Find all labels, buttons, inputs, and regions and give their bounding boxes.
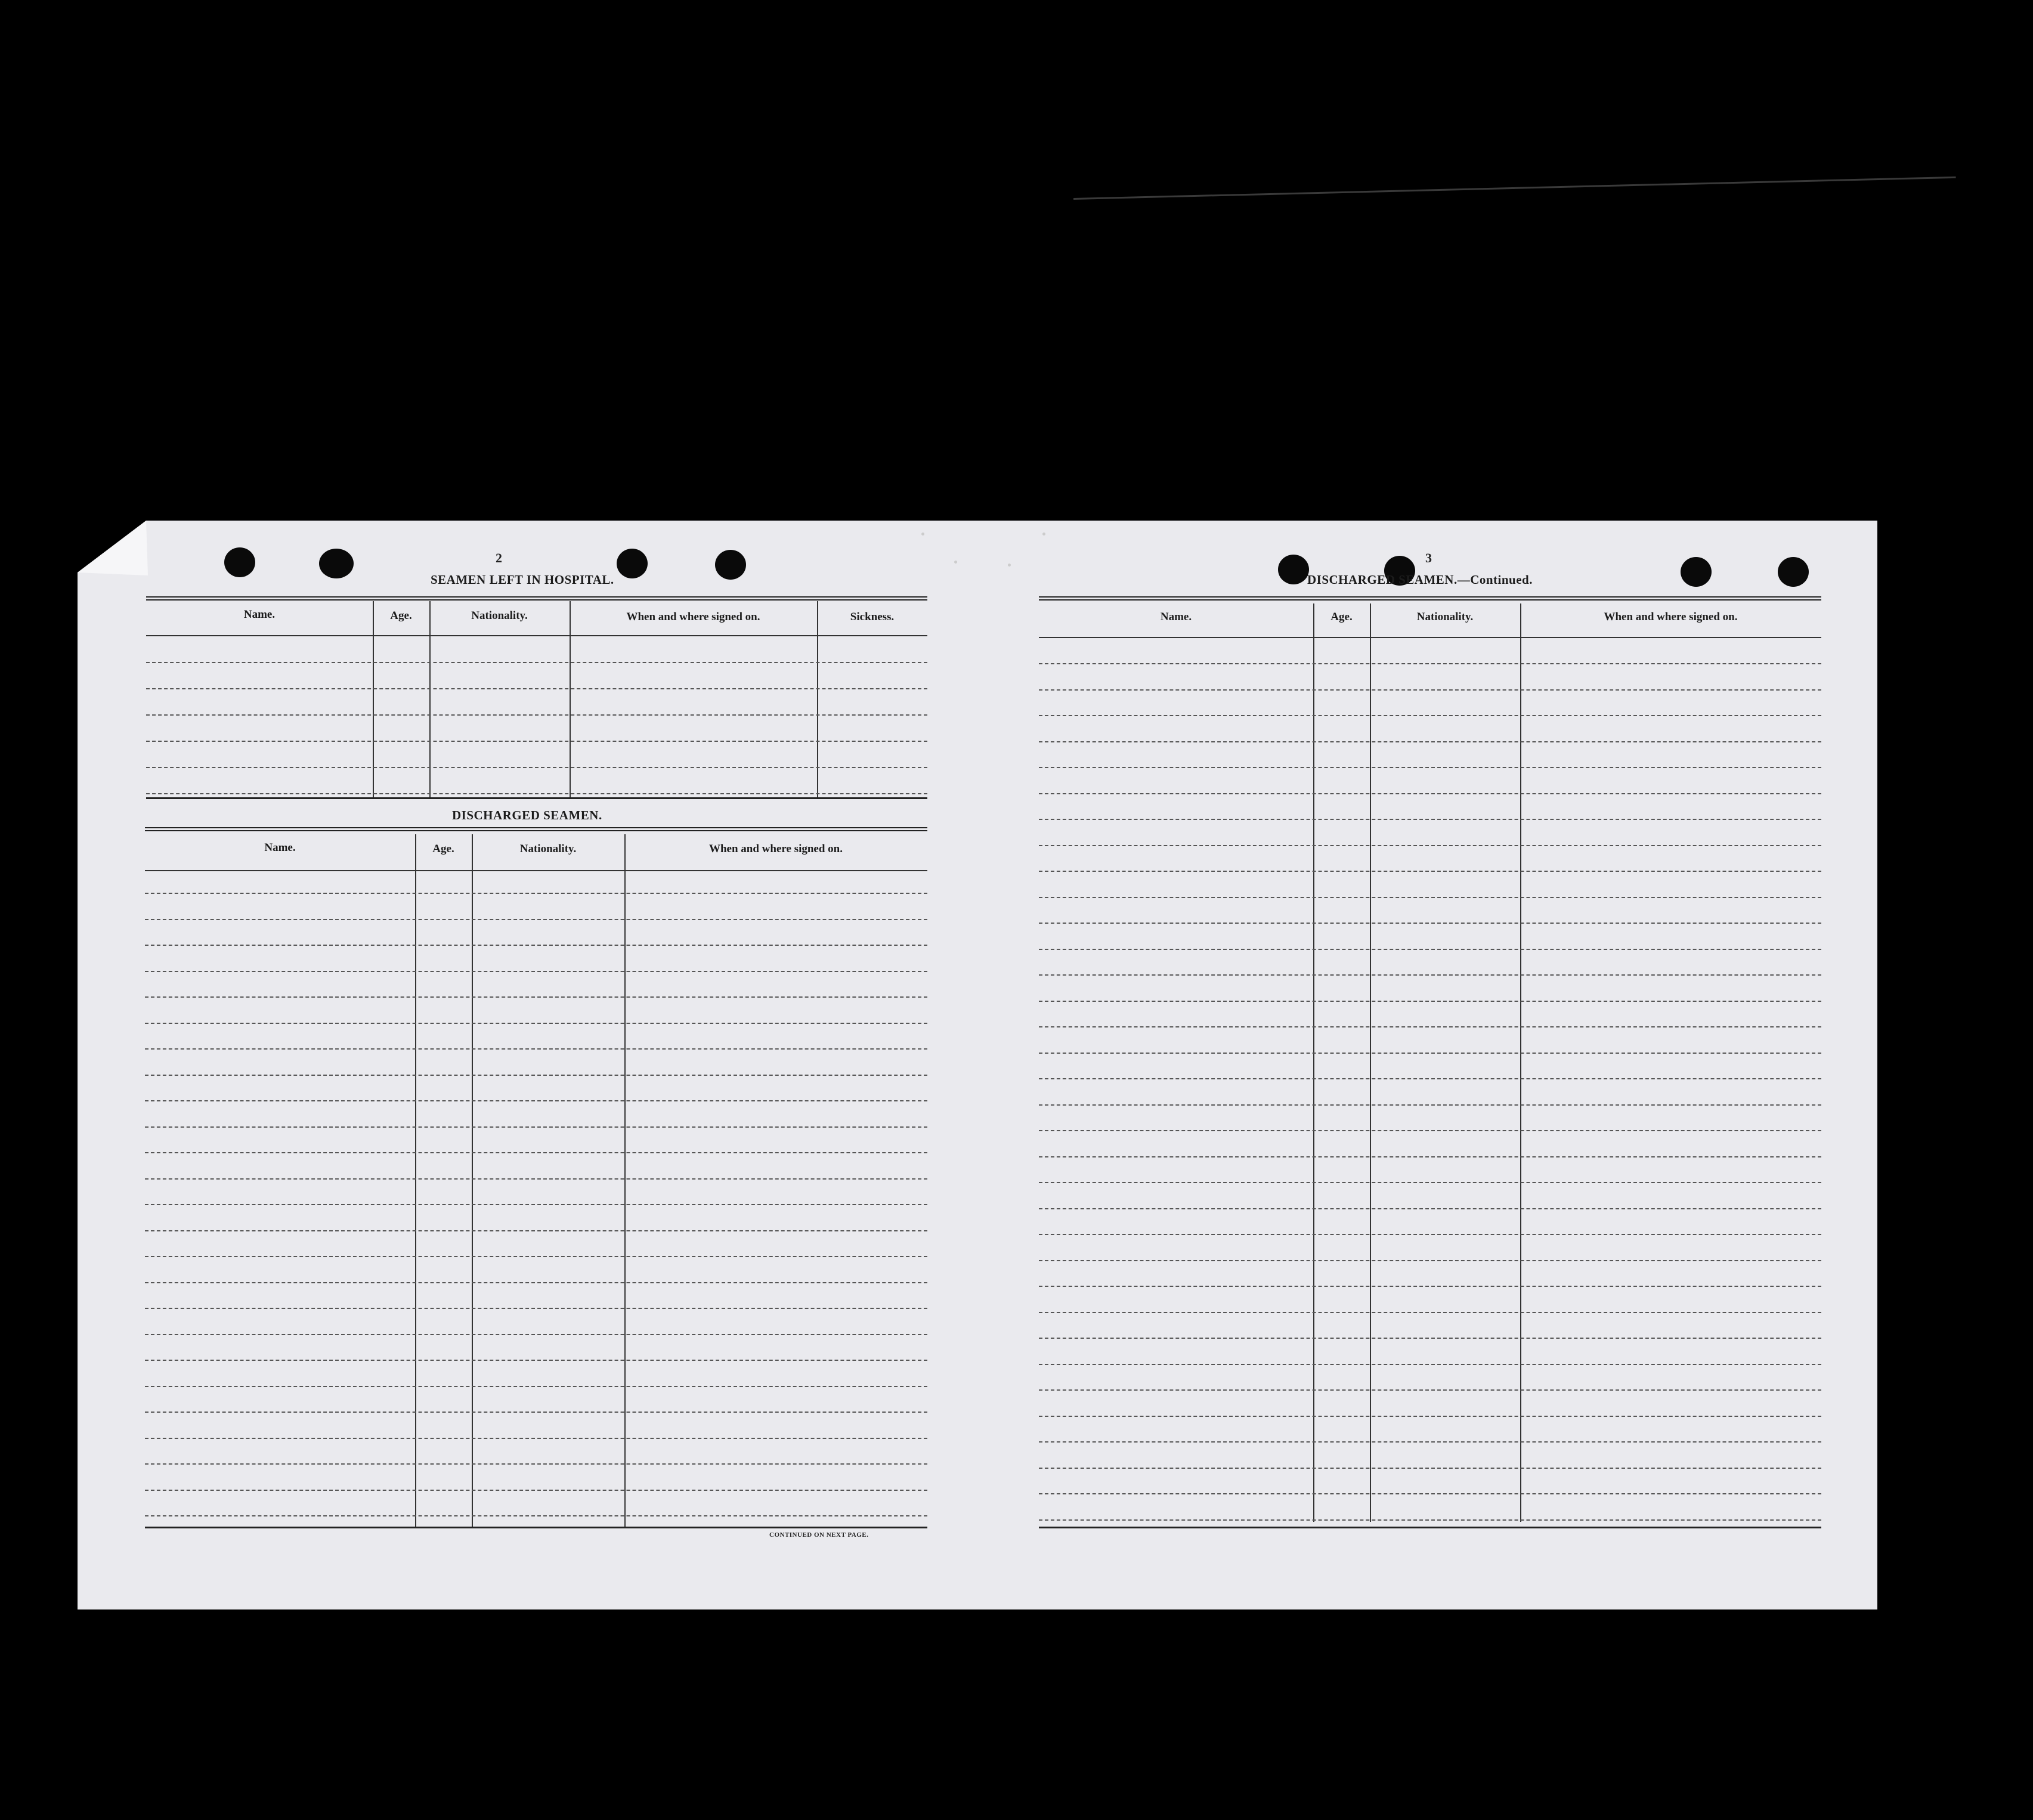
table-row <box>1039 845 1821 846</box>
table-row <box>1039 1312 1821 1313</box>
column-divider <box>624 834 626 1528</box>
column-divider <box>570 601 571 798</box>
table-row <box>1039 819 1821 820</box>
punch-hole <box>1278 555 1309 584</box>
header-top-rule <box>145 827 927 831</box>
header-bottom-rule <box>145 870 927 871</box>
table-row <box>1039 871 1821 872</box>
table-row <box>145 945 927 946</box>
table-row <box>1039 1493 1821 1494</box>
column-divider <box>373 601 374 798</box>
table-row <box>1039 689 1821 691</box>
hospital-section-title: SEAMEN LEFT IN HOSPITAL. <box>431 572 614 587</box>
col-header-signed-on: When and where signed on. <box>626 611 760 623</box>
table-row <box>1039 1078 1821 1079</box>
table-row <box>1039 1416 1821 1417</box>
table-row <box>145 1256 927 1257</box>
col-header-signed-on: When and where signed on. <box>1604 611 1738 623</box>
table-row <box>145 1386 927 1387</box>
table-row <box>1039 663 1821 664</box>
table-row <box>145 893 927 894</box>
table-row <box>1039 897 1821 898</box>
col-header-age: Age. <box>1330 611 1353 623</box>
table-row <box>145 971 927 972</box>
table-bottom-rule <box>146 797 927 799</box>
column-divider <box>472 834 473 1528</box>
discharged-table-right <box>1039 596 1821 1530</box>
table-row <box>1039 949 1821 950</box>
page-number-left: 2 <box>496 550 502 565</box>
table-row <box>1039 1156 1821 1157</box>
col-header-name: Name. <box>264 841 296 854</box>
table-row <box>145 1075 927 1076</box>
col-header-sickness: Sickness. <box>850 611 895 623</box>
table-row <box>145 996 927 998</box>
table-row <box>1039 1468 1821 1469</box>
punch-hole <box>1778 557 1809 587</box>
punch-hole <box>715 550 746 580</box>
table-row <box>146 688 927 689</box>
table-row <box>146 767 927 768</box>
table-row <box>1039 1364 1821 1365</box>
table-row <box>145 1334 927 1335</box>
header-bottom-rule <box>146 635 927 636</box>
table-row <box>1039 1026 1821 1027</box>
table-row <box>145 1204 927 1205</box>
speck <box>921 533 924 536</box>
col-header-nationality: Nationality. <box>471 609 528 622</box>
table-row <box>145 1412 927 1413</box>
header-top-rule <box>146 596 927 601</box>
col-header-age: Age. <box>432 843 454 855</box>
table-row <box>1039 1053 1821 1054</box>
punch-hole <box>1681 557 1712 587</box>
header-bottom-rule <box>1039 637 1821 638</box>
header-top-rule <box>1039 596 1821 601</box>
table-row <box>1039 1338 1821 1339</box>
col-header-nationality: Nationality. <box>519 843 577 855</box>
table-row <box>1039 1234 1821 1235</box>
table-row <box>145 1282 927 1283</box>
table-row <box>1039 1001 1821 1002</box>
hospital-table <box>146 596 927 799</box>
table-row <box>145 1100 927 1101</box>
table-row <box>146 793 927 794</box>
column-divider <box>429 601 431 798</box>
table-bottom-rule <box>145 1527 927 1528</box>
table-row <box>1039 923 1821 924</box>
table-row <box>1039 1208 1821 1209</box>
right-section-title: DISCHARGED SEAMEN.—Continued. <box>1307 572 1533 587</box>
table-row <box>146 741 927 742</box>
continued-note: CONTINUED ON NEXT PAGE. <box>769 1531 869 1539</box>
table-row <box>1039 1260 1821 1261</box>
column-divider <box>817 601 818 798</box>
table-row <box>1039 974 1821 976</box>
discharged-section-title: DISCHARGED SEAMEN. <box>452 808 602 822</box>
table-row <box>1039 715 1821 716</box>
table-row <box>145 1438 927 1439</box>
table-row <box>145 1463 927 1465</box>
table-row <box>146 662 927 663</box>
table-row <box>1039 793 1821 794</box>
table-row <box>145 1515 927 1516</box>
table-row <box>145 1126 927 1128</box>
col-header-age: Age. <box>390 609 412 622</box>
table-row <box>1039 1389 1821 1391</box>
table-row <box>145 1308 927 1309</box>
punch-hole <box>224 547 255 577</box>
table-row <box>145 1230 927 1231</box>
punch-hole <box>319 549 354 578</box>
speck <box>1008 564 1011 567</box>
page-number-right: 3 <box>1425 550 1432 565</box>
speck <box>954 561 957 564</box>
table-row <box>1039 767 1821 768</box>
table-row <box>1039 741 1821 742</box>
table-row <box>1039 1104 1821 1106</box>
col-header-name: Name. <box>243 608 276 621</box>
table-row <box>145 919 927 920</box>
table-row <box>145 1360 927 1361</box>
col-header-signed-on: When and where signed on. <box>708 843 843 855</box>
table-bottom-rule <box>1039 1527 1821 1528</box>
col-header-nationality: Nationality. <box>1416 611 1474 623</box>
table-row <box>1039 1182 1821 1183</box>
table-row <box>145 1048 927 1050</box>
table-row <box>145 1023 927 1024</box>
table-row <box>145 1178 927 1180</box>
punch-hole <box>617 549 648 578</box>
table-row <box>146 714 927 716</box>
column-divider <box>415 834 416 1528</box>
table-row <box>1039 1130 1821 1131</box>
speck <box>1042 533 1045 536</box>
table-row <box>145 1152 927 1153</box>
discharged-table-left <box>145 827 927 1528</box>
table-row <box>1039 1441 1821 1443</box>
table-row <box>145 1490 927 1491</box>
table-row <box>1039 1519 1821 1521</box>
table-row <box>1039 1286 1821 1287</box>
col-header-name: Name. <box>1160 611 1192 623</box>
